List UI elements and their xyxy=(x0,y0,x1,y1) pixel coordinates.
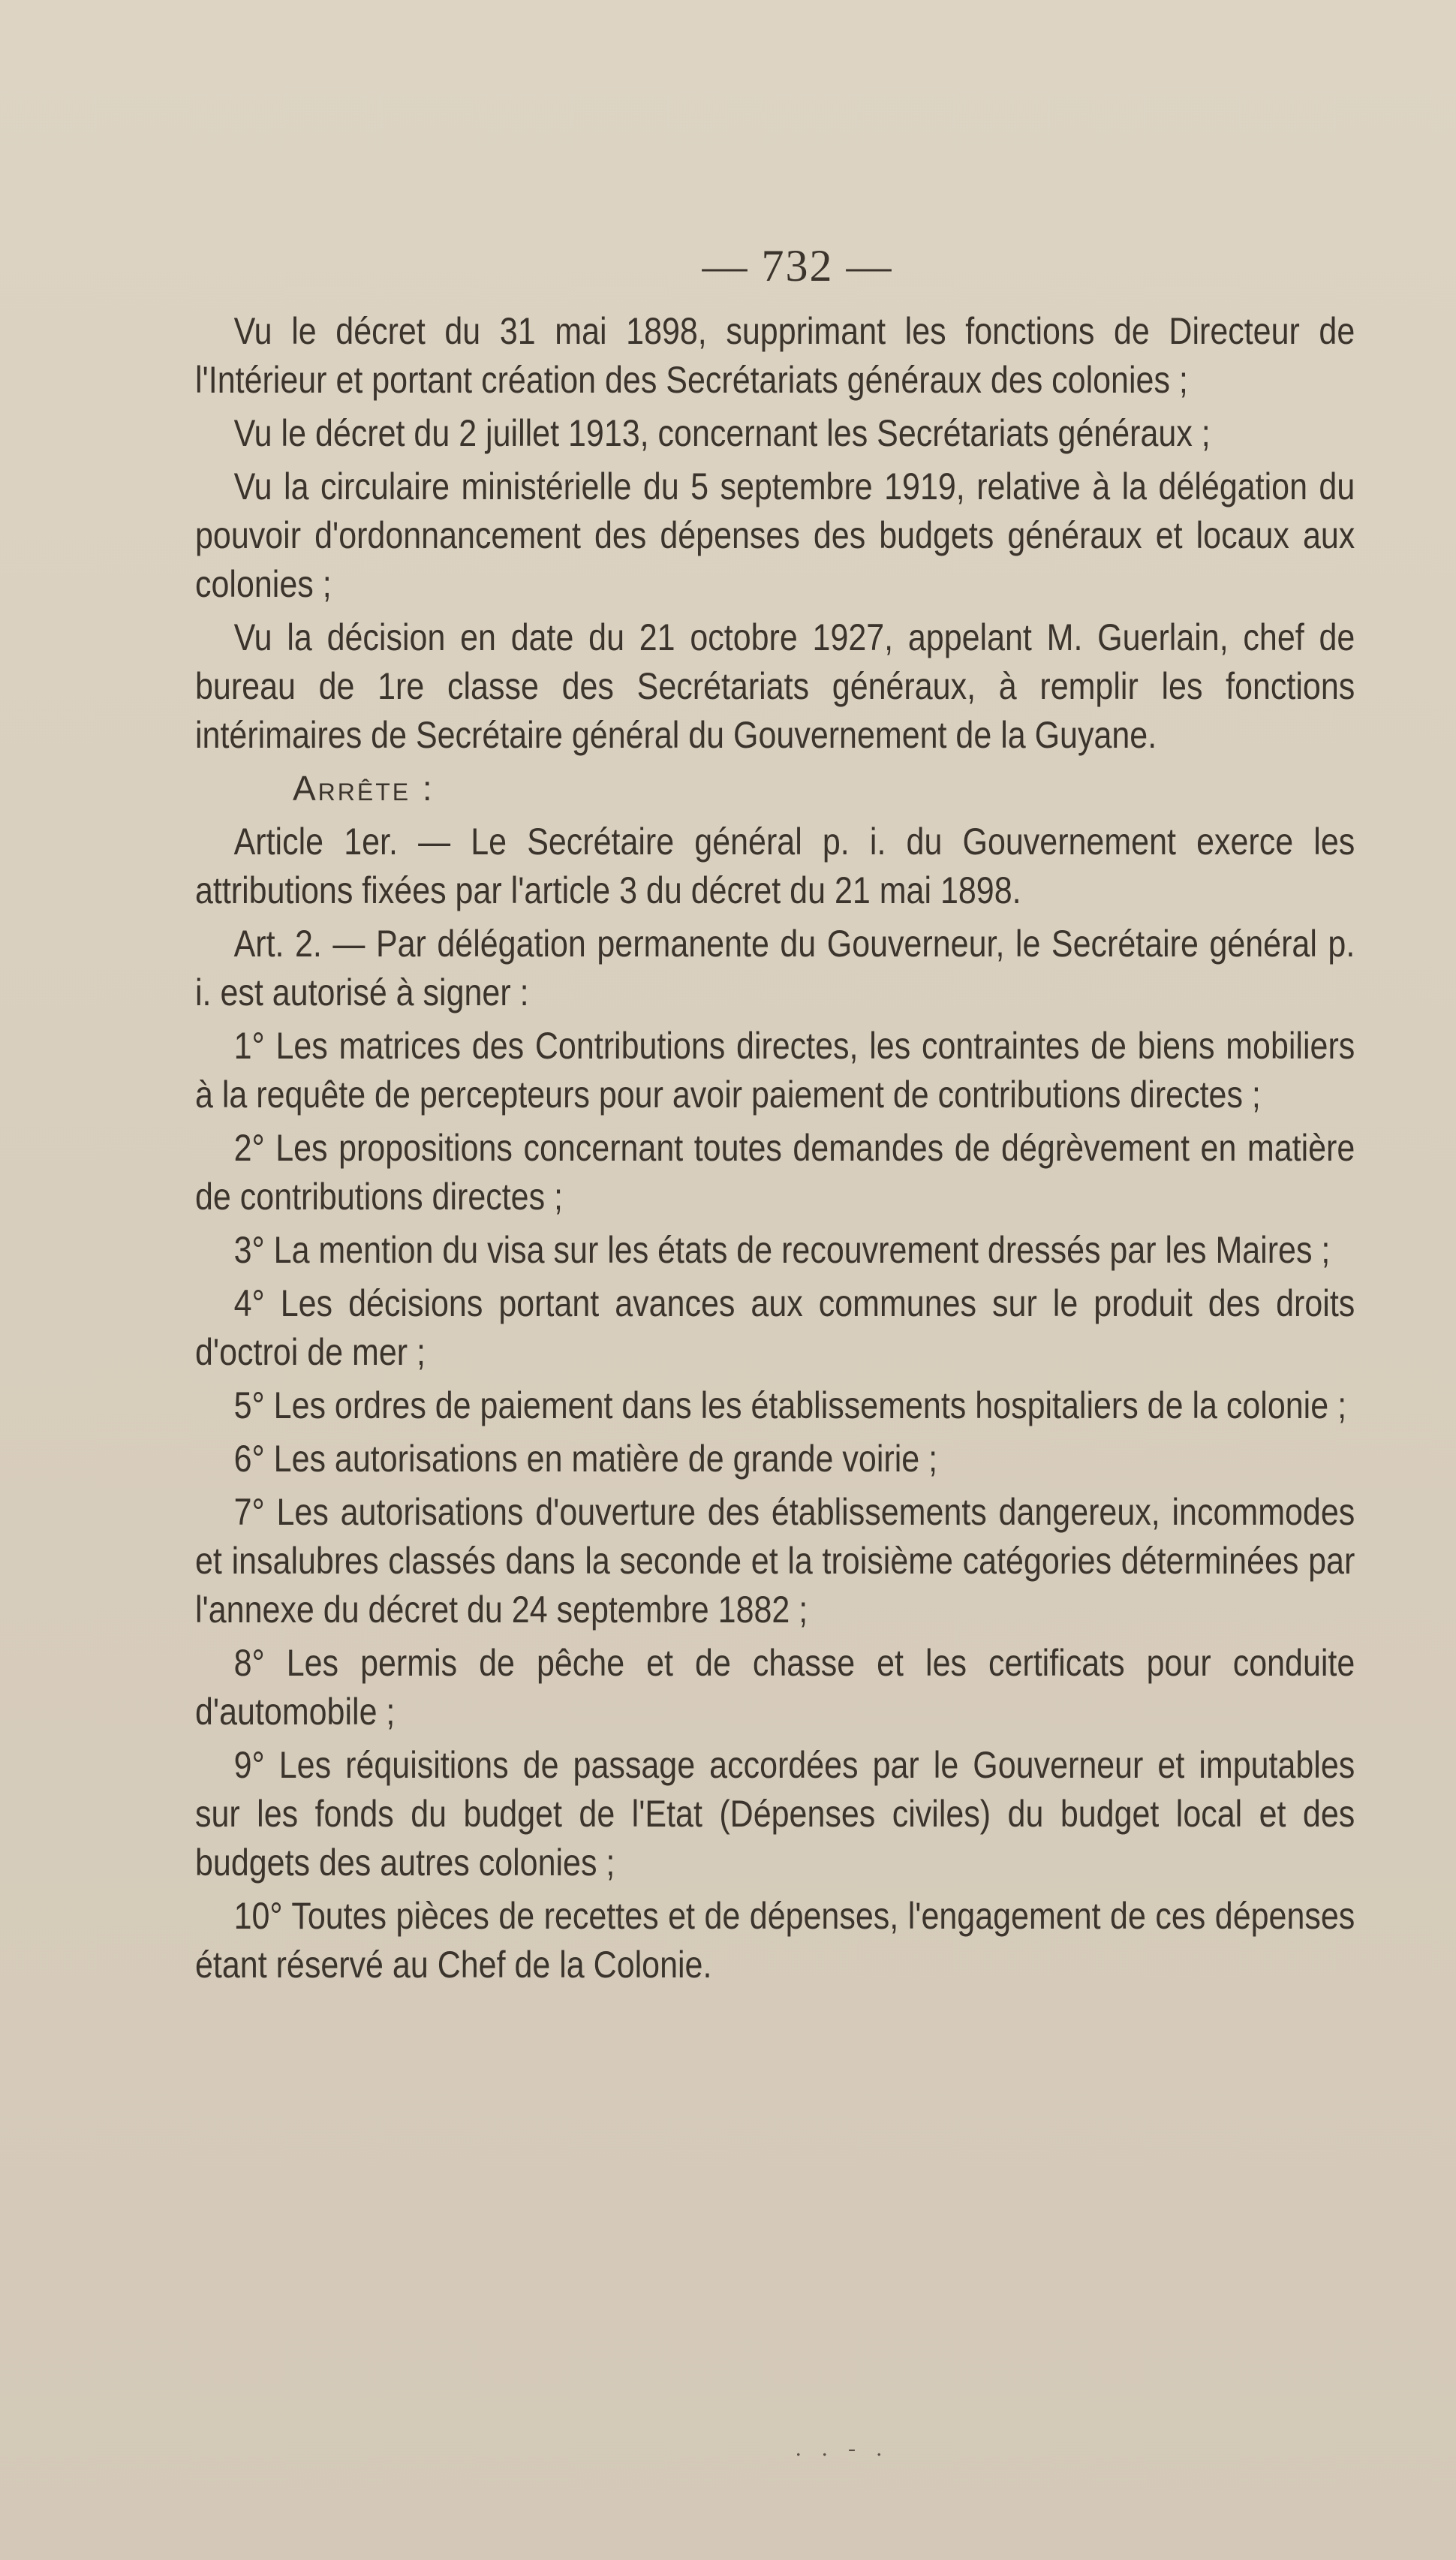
preamble-paragraph: Vu la circulaire ministérielle du 5 septembre 1919, relative à la délégation du pouvoir d'ordonnancement des dépenses des budgets généraux et locaux aux colonies ; xyxy=(195,465,1355,605)
article-paragraph: Art. 2. — Par délégation permanente du Gouverneur, le Secrétaire général p. i. est autorisé à signer : xyxy=(195,923,1355,1013)
decree-heading: Arrête : xyxy=(293,769,435,808)
preamble-paragraph: Vu le décret du 31 mai 1898, supprimant les fonctions de Directeur de l'Intérieur et portant création des Secrétariats généraux des colonies ; xyxy=(195,310,1355,401)
preamble-paragraph: Vu le décret du 2 juillet 1913, concernant les Secrétariats généraux ; xyxy=(233,412,1211,454)
list-item: 4° Les décisions portant avances aux communes sur le produit des droits d'octroi de mer ; xyxy=(195,1282,1355,1373)
list-item: 6° Les autorisations en matière de grande voirie ; xyxy=(233,1438,938,1480)
preamble-paragraph: Vu la décision en date du 21 octobre 1927, appelant M. Guerlain, chef de bureau de 1re classe des Secrétariats généraux, à remplir les fonctions intérimaires de Secrétaire général du Gouvernement de la Guyane. xyxy=(195,616,1355,756)
page-body xyxy=(195,240,1355,1994)
article-paragraph: Article 1er. — Le Secrétaire général p. i. du Gouvernement exerce les attributions fixées par l'article 3 du décret du 21 mai 1898. xyxy=(195,821,1355,911)
list-item: 7° Les autorisations d'ouverture des établissements dangereux, incommodes et insalubres classés dans la seconde et la troisième catégories déterminées par l'annexe du décret du 24 septembre 1882 ; xyxy=(195,1491,1355,1631)
list-item: 9° Les réquisitions de passage accordées par le Gouverneur et imputables sur les fonds du budget de l'Etat (Dépenses civiles) du budget local et des budgets des autres colonies ; xyxy=(195,1744,1355,1884)
page-number: — 732 — xyxy=(702,241,893,291)
list-item: 8° Les permis de pêche et de chasse et les certificats pour conduite d'automobile ; xyxy=(195,1642,1355,1733)
list-item: 1° Les matrices des Contributions directes, les contraintes de biens mobiliers à la requête de percepteurs pour avoir paiement de contributions directes ; xyxy=(195,1025,1355,1116)
list-item: 3° La mention du visa sur les états de recouvrement dressés par les Maires ; xyxy=(233,1229,1331,1271)
list-item: 2° Les propositions concernant toutes demandes de dégrèvement en matière de contributions directes ; xyxy=(195,1127,1355,1218)
list-item: 5° Les ordres de paiement dans les établissements hospitaliers de la colonie ; xyxy=(233,1384,1347,1426)
footer-mark: . . - . xyxy=(796,2436,889,2461)
list-item: 10° Toutes pièces de recettes et de dépenses, l'engagement de ces dépenses étant réservé au Chef de la Colonie. xyxy=(195,1895,1355,1986)
